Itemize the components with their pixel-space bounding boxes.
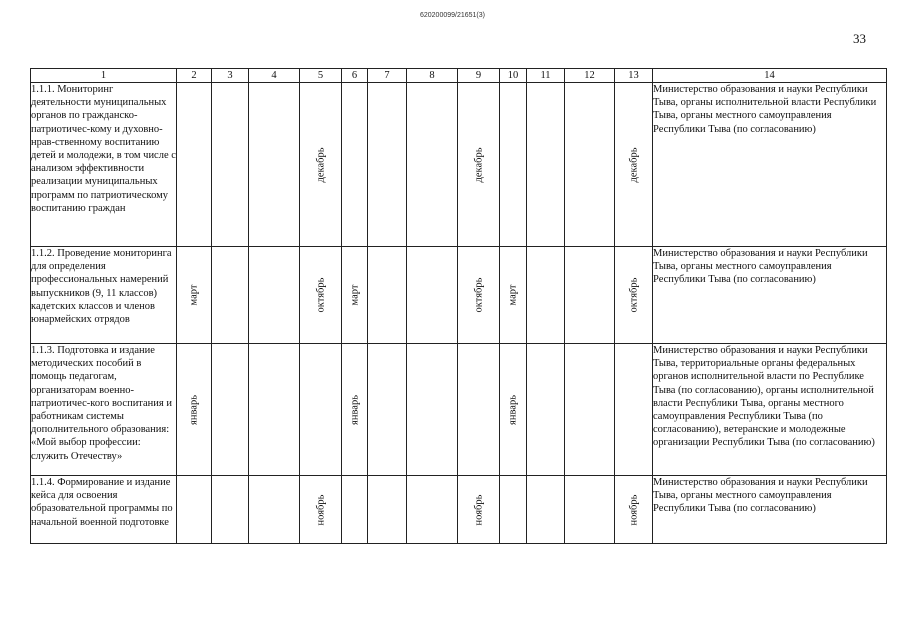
table-row (31, 476, 887, 544)
schedule-cell (565, 344, 615, 476)
deadline-month: март (348, 284, 360, 306)
column-header-4: 4 (249, 69, 300, 83)
schedule-cell (368, 476, 407, 544)
table-row (31, 83, 887, 247)
schedule-cell (615, 476, 653, 544)
schedule-cell (249, 476, 300, 544)
schedule-cell (565, 476, 615, 544)
schedule-cell (177, 476, 212, 544)
schedule-cell (527, 83, 565, 247)
schedule-cell (249, 83, 300, 247)
table-row (31, 247, 887, 344)
table-header-row (31, 69, 887, 83)
table-row (31, 344, 887, 476)
schedule-cell (615, 247, 653, 344)
deadline-month: ноябрь (472, 494, 484, 525)
deadline-month: декабрь (314, 147, 326, 182)
schedule-cell (527, 247, 565, 344)
schedule-cell (458, 247, 500, 344)
schedule-cell (177, 344, 212, 476)
responsible-executors: Министерство образования и науки Республики Тыва, органы местного самоуправления Республики Тыва (по согласованию) (653, 476, 887, 544)
deadline-month: ноябрь (314, 494, 326, 525)
activity-description: 1.1.4. Формирование и издание кейса для освоения образовательной программы по начальной военной подготовке (31, 476, 177, 544)
column-header-8: 8 (407, 69, 458, 83)
schedule-cell (300, 247, 342, 344)
deadline-month: январь (348, 394, 360, 425)
schedule-cell (368, 83, 407, 247)
schedule-cell (407, 247, 458, 344)
plan-table (30, 68, 887, 544)
column-header-9: 9 (458, 69, 500, 83)
schedule-cell (342, 83, 368, 247)
column-header-7: 7 (368, 69, 407, 83)
schedule-cell (342, 476, 368, 544)
column-header-10: 10 (500, 69, 527, 83)
schedule-cell (368, 344, 407, 476)
responsible-executors: Министерство образования и науки Республики Тыва, органы исполнительной власти Республики Тыва, органы местного самоуправления Республики Тыва (по согласованию) (653, 83, 887, 247)
deadline-month: декабрь (472, 147, 484, 182)
deadline-month: март (188, 284, 200, 306)
schedule-cell (500, 476, 527, 544)
schedule-cell (177, 247, 212, 344)
column-header-2: 2 (177, 69, 212, 83)
column-header-12: 12 (565, 69, 615, 83)
schedule-cell (212, 83, 249, 247)
schedule-cell (407, 476, 458, 544)
activity-description: 1.1.2. Проведение мониторинга для определения профессиональных намерений выпускников (9, 11 классов) кадетских классов и членов юнармейских отрядов (31, 247, 177, 344)
schedule-cell (615, 83, 653, 247)
schedule-cell (212, 247, 249, 344)
schedule-cell (500, 83, 527, 247)
deadline-month: ноябрь (627, 494, 639, 525)
deadline-month: октябрь (627, 277, 639, 313)
schedule-cell (500, 247, 527, 344)
deadline-month: декабрь (627, 147, 639, 182)
schedule-cell (458, 83, 500, 247)
schedule-cell (177, 83, 212, 247)
schedule-cell (527, 476, 565, 544)
column-header-5: 5 (300, 69, 342, 83)
responsible-executors: Министерство образования и науки Республики Тыва, органы местного самоуправления Республики Тыва (по согласованию) (653, 247, 887, 344)
column-header-3: 3 (212, 69, 249, 83)
schedule-cell (249, 247, 300, 344)
deadline-month: январь (507, 394, 519, 425)
column-header-1: 1 (31, 69, 177, 83)
deadline-month: март (507, 284, 519, 306)
schedule-cell (615, 344, 653, 476)
deadline-month: октябрь (314, 277, 326, 313)
responsible-executors: Министерство образования и науки Республики Тыва, территориальные органы федеральных органов исполнительной власти по Республике Тыва (по согласованию), органы исполнительной власти Республики Тыва, органы местного самоуправления Республики Тыва (по согласованию), ветеранские и молодежные организации Республики Тыва (по согласованию) (653, 344, 887, 476)
column-header-11: 11 (527, 69, 565, 83)
column-header-13: 13 (615, 69, 653, 83)
column-header-14: 14 (653, 69, 887, 83)
schedule-cell (249, 344, 300, 476)
schedule-cell (458, 476, 500, 544)
schedule-cell (500, 344, 527, 476)
activity-description: 1.1.1. Мониторинг деятельности муниципальных органов по гражданско-патриотичес-кому и духовно-нрав-ственному воспитанию детей и молодежи, в том числе с анализом эффективности реализации муниципальных программ по патриотическому воспитанию граждан (31, 83, 177, 247)
deadline-month: октябрь (472, 277, 484, 313)
schedule-cell (342, 247, 368, 344)
column-header-6: 6 (342, 69, 368, 83)
schedule-cell (342, 344, 368, 476)
deadline-month: январь (188, 394, 200, 425)
schedule-cell (212, 476, 249, 544)
document-id: 620200099/21651(3) (419, 12, 485, 19)
schedule-cell (407, 83, 458, 247)
schedule-cell (565, 247, 615, 344)
page-number: 33 (853, 31, 866, 46)
schedule-cell (368, 247, 407, 344)
schedule-cell (300, 83, 342, 247)
schedule-cell (300, 476, 342, 544)
activity-description: 1.1.3. Подготовка и издание методических пособий в помощь педагогам, организаторам военно-патриотичес-кого воспитания и работникам системы дополнительного образования: «Мой выбор профессии: служить Отечеству» (31, 344, 177, 476)
schedule-cell (407, 344, 458, 476)
schedule-cell (527, 344, 565, 476)
schedule-cell (565, 83, 615, 247)
schedule-cell (212, 344, 249, 476)
schedule-cell (300, 344, 342, 476)
schedule-cell (458, 344, 500, 476)
